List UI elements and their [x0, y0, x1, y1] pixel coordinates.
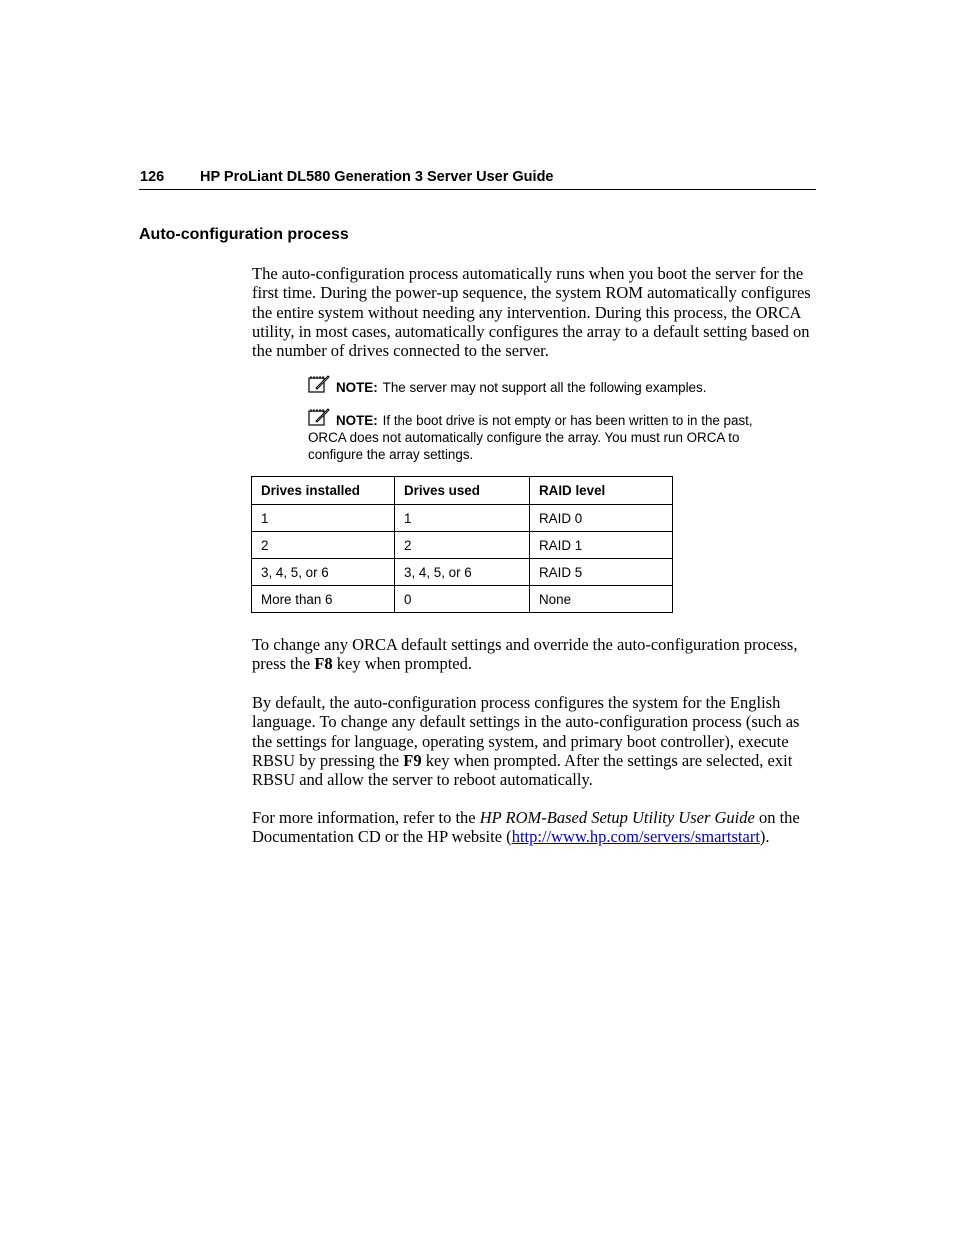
table-header-row [252, 477, 673, 505]
more-text-middle: on the Documentation CD or the HP website ( [252, 808, 800, 847]
column-header: RAID level [530, 477, 673, 505]
smartstart-link[interactable]: http://www.hp.com/servers/smartstart [511, 827, 760, 847]
note-label: NOTE: [336, 413, 378, 428]
column-header: Drives used [395, 477, 530, 505]
f8-paragraph [252, 635, 812, 674]
page-number: 126 [140, 169, 165, 185]
table-cell: 3, 4, 5, or 6 [252, 559, 395, 586]
document-title: HP ProLiant DL580 Generation 3 Server User Guide [200, 169, 554, 185]
f9-paragraph [252, 693, 812, 789]
f9-text-before: By default, the auto-configuration process configures the system for the English language. To change any default settings in the auto-configuration process (such as the settings for language, operating system, and primary boot controller), execute RBSU by pressing the [252, 693, 800, 770]
table-cell: RAID 5 [530, 559, 673, 586]
table-cell: RAID 0 [530, 505, 673, 532]
note-pad-icon [308, 375, 330, 393]
f9-text-after: key when prompted. After the settings are selected, exit RBSU and allow the server to reboot automatically. [252, 750, 793, 790]
note-text: The server may not support all the following examples. [382, 380, 707, 395]
raid-config-table [251, 476, 673, 613]
table-cell: RAID 1 [530, 532, 673, 559]
note-1 [308, 375, 753, 397]
table-cell: 3, 4, 5, or 6 [395, 559, 530, 586]
more-text-after: ). [759, 827, 770, 847]
table-cell: 0 [395, 586, 530, 613]
table-cell: 2 [252, 532, 395, 559]
table-cell: 1 [252, 505, 395, 532]
table-cell: 2 [395, 532, 530, 559]
table-cell: None [530, 586, 673, 613]
table-cell: More than 6 [252, 586, 395, 613]
note-2 [308, 408, 753, 463]
note-pad-icon [308, 408, 330, 426]
table-row [252, 559, 673, 586]
intro-paragraph: The auto-configuration process automatically runs when you boot the server for the first time. During the power-up sequence, the system ROM automatically configures the entire system without needing any intervention. During this process, the ORCA utility, in most cases, automatically configures the array to a default setting based on the number of drives connected to the server. [252, 264, 811, 361]
table-row [252, 505, 673, 532]
column-header: Drives installed [252, 477, 395, 505]
guide-title: HP ROM-Based Setup Utility User Guide [479, 808, 755, 827]
more-text-before: For more information, refer to the [252, 808, 480, 827]
more-info-paragraph [252, 808, 812, 847]
table-row [252, 532, 673, 559]
f8-text-after: key when prompted. [332, 654, 472, 674]
section-heading: Auto-configuration process [139, 226, 349, 243]
f9-key: F9 [403, 750, 422, 770]
table-cell: 1 [395, 505, 530, 532]
f8-key: F8 [314, 654, 333, 674]
note-label: NOTE: [336, 380, 378, 395]
note-text: If the boot drive is not empty or has been written to in the past, ORCA does not automatically configure the array. You must run ORCA to configure the array settings. [308, 413, 753, 462]
f8-text-before: To change any ORCA default settings and override the auto-configuration process, press the [252, 635, 798, 674]
table-row [252, 586, 673, 613]
page-header [139, 168, 816, 190]
